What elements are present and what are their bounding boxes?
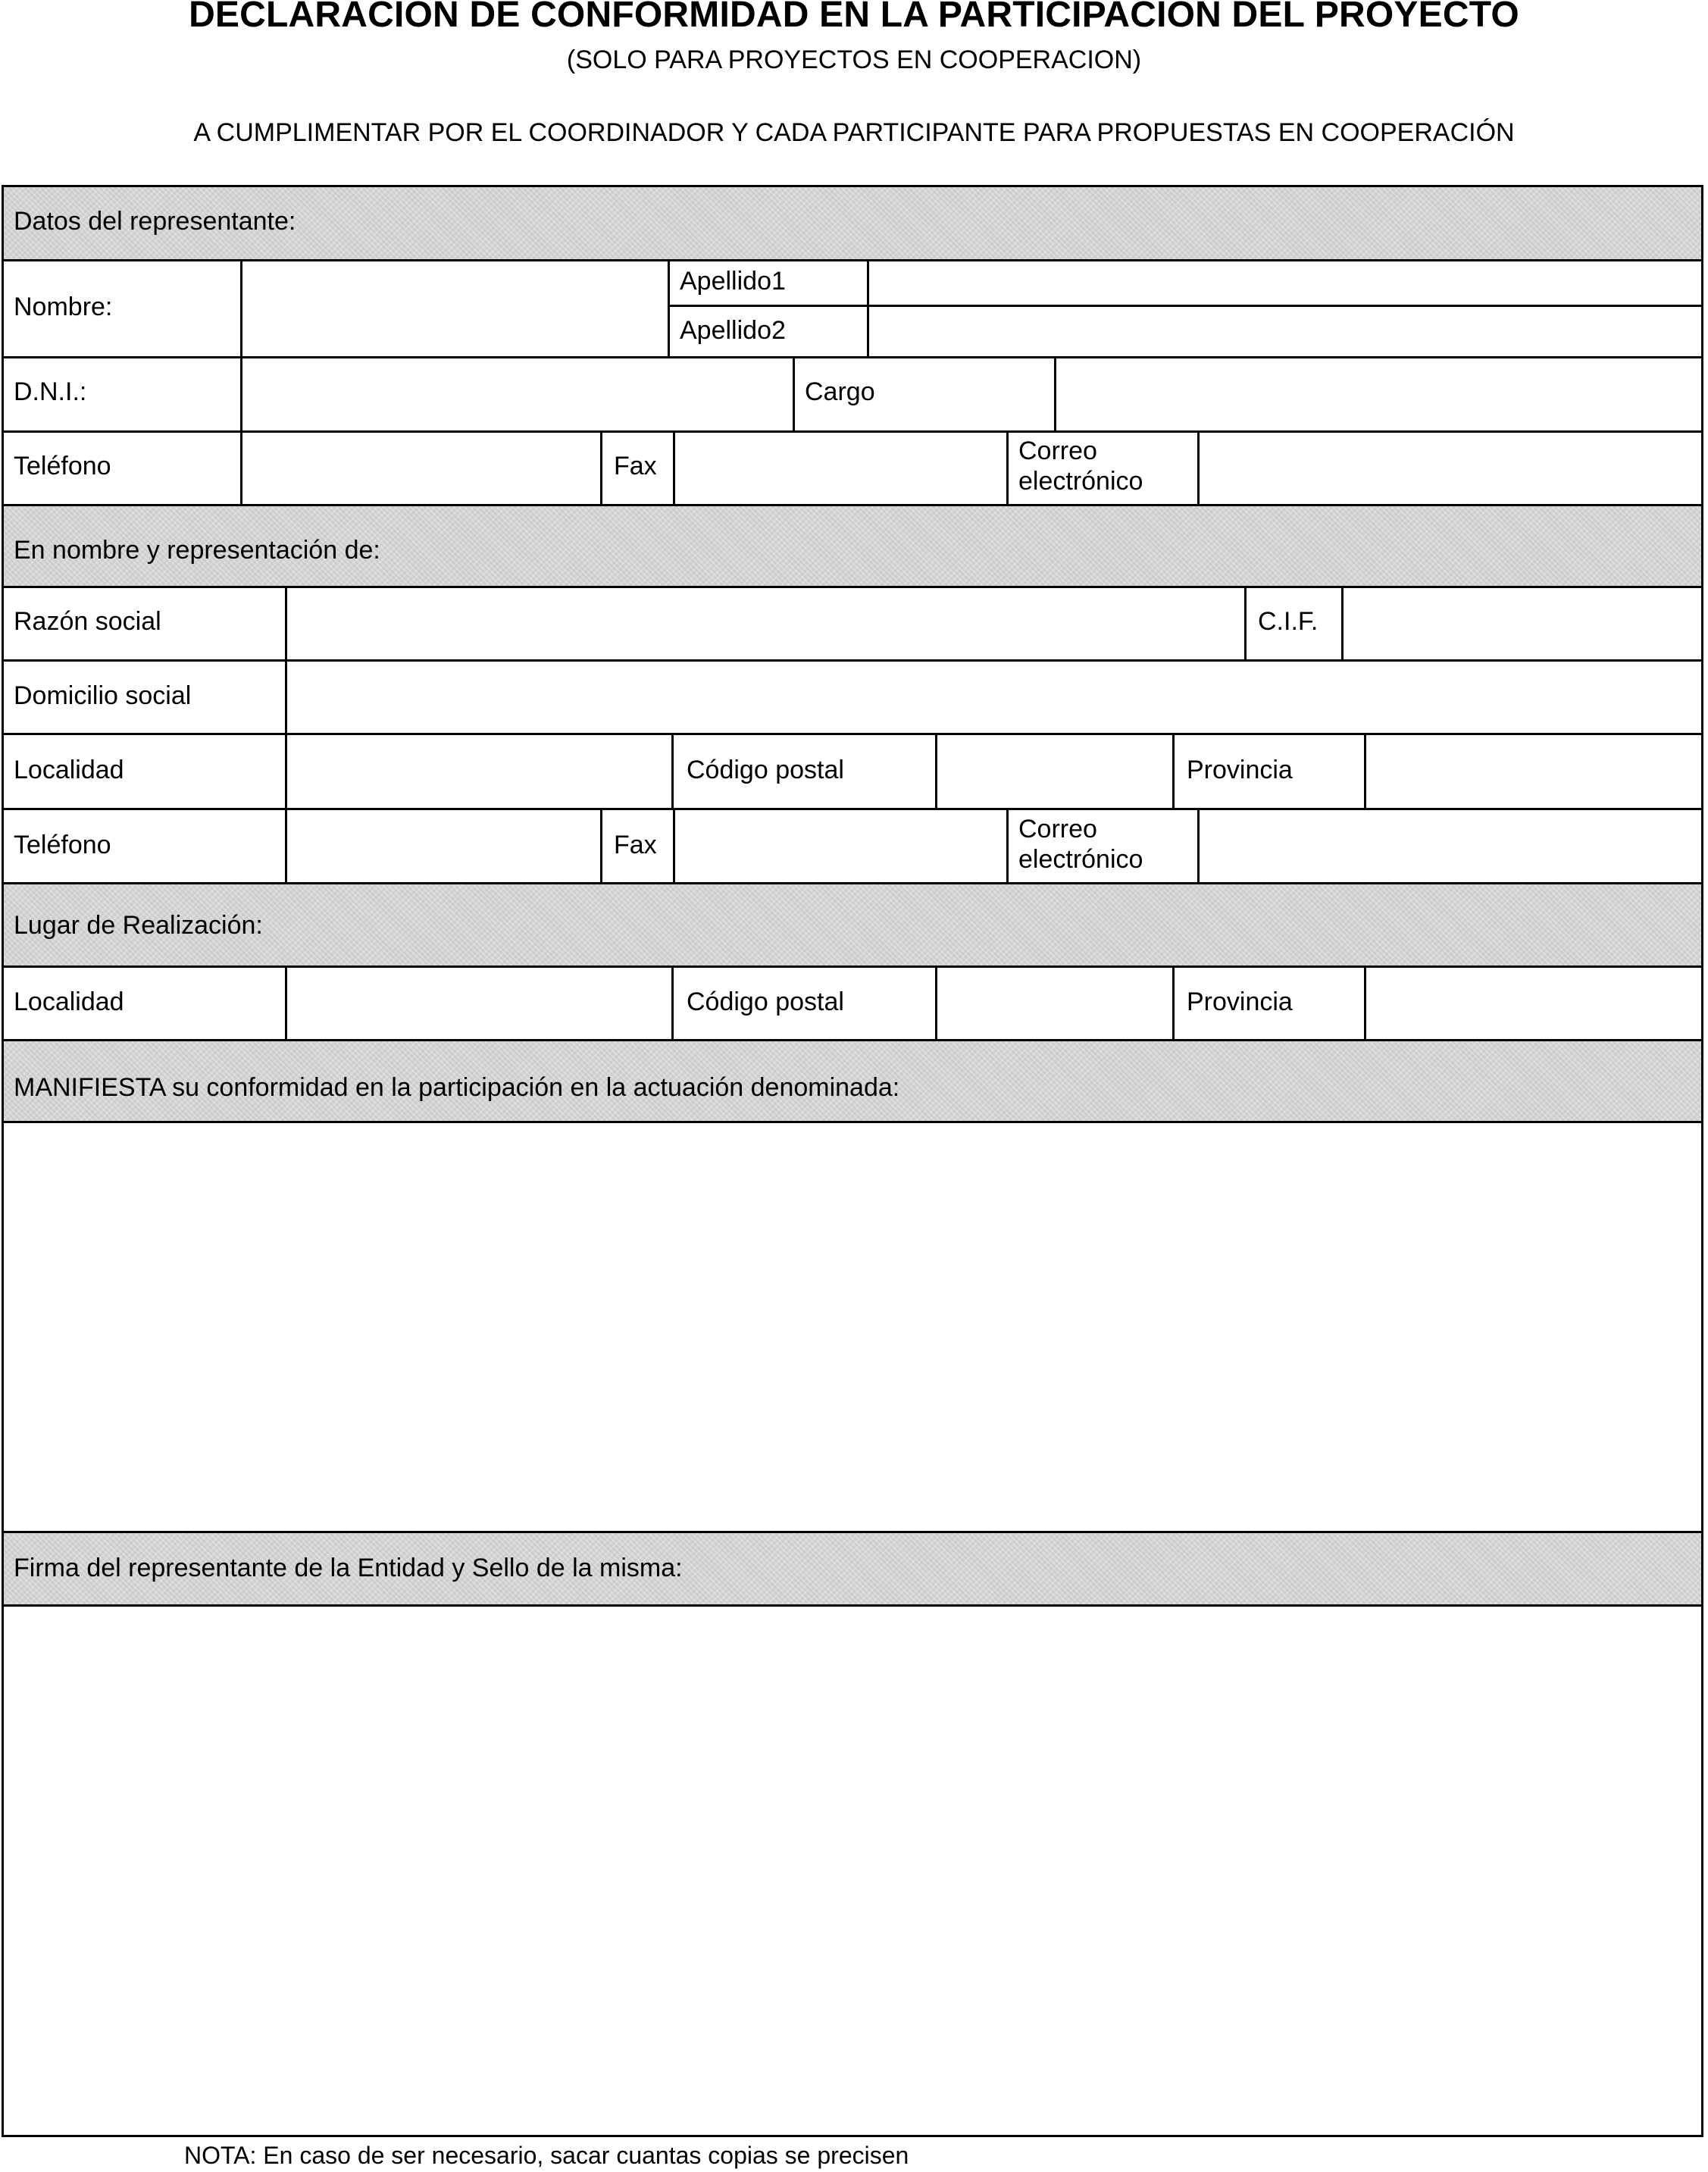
rule	[600, 430, 602, 504]
entidad-telefono-label: Teléfono	[14, 831, 111, 859]
rule	[1172, 966, 1175, 1039]
lugar-provincia-label: Provincia	[1187, 987, 1293, 1016]
entidad-correo-label-line2: electrónico	[1018, 845, 1143, 874]
section-title-firma: Firma del representante de la Entidad y Sello de la misma:	[14, 1554, 683, 1582]
rule	[2, 504, 1703, 506]
lugar-provincia-field[interactable]	[1366, 968, 1701, 1039]
cif-field[interactable]	[1344, 588, 1701, 659]
entidad-correo-label-line1: Correo	[1018, 815, 1097, 843]
fax-field[interactable]	[675, 433, 1006, 504]
section-title-manifiesta: MANIFIESTA su conformidad en la participación en la actuación denominada:	[14, 1073, 900, 1102]
form-subtitle: (SOLO PARA PROYECTOS EN COOPERACION)	[566, 45, 1142, 74]
rule	[2, 1531, 1703, 1533]
entidad-correo-label	[1018, 814, 1143, 875]
rule	[668, 259, 670, 356]
lugar-localidad-label: Localidad	[14, 987, 124, 1016]
lugar-codigo-postal-label: Código postal	[687, 987, 844, 1016]
rule	[600, 808, 602, 882]
entidad-telefono-field[interactable]	[287, 810, 600, 882]
fax-label: Fax	[614, 452, 657, 480]
telefono-label: Teléfono	[14, 452, 111, 480]
footer-note: NOTA: En caso de ser necesario, sacar cuantas copias se precisen	[184, 2142, 909, 2169]
telefono-field[interactable]	[242, 433, 600, 504]
cargo-label: Cargo	[805, 377, 875, 406]
apellido2-label: Apellido2	[680, 316, 786, 345]
section-title-entidad: En nombre y representación de:	[14, 536, 380, 565]
rule	[1006, 430, 1009, 504]
correo-label-line2: electrónico	[1018, 467, 1143, 496]
nombre-field[interactable]	[242, 261, 668, 356]
rule	[1172, 733, 1175, 808]
localidad-field[interactable]	[287, 735, 671, 808]
apellido2-field[interactable]	[869, 307, 1701, 356]
rule	[2, 1039, 1703, 1041]
domicilio-label: Domicilio social	[14, 681, 192, 710]
razon-social-field[interactable]	[287, 588, 1244, 659]
codigo-postal-label: Código postal	[687, 756, 844, 784]
rule	[2, 882, 1703, 884]
apellido1-field[interactable]	[869, 261, 1701, 305]
lugar-codigo-postal-field[interactable]	[937, 968, 1172, 1039]
razon-social-label: Razón social	[14, 607, 161, 636]
actuacion-denominada-field[interactable]	[4, 1123, 1701, 1531]
cif-label: C.I.F.	[1258, 607, 1319, 636]
entidad-fax-field[interactable]	[675, 810, 1006, 882]
domicilio-field[interactable]	[287, 662, 1701, 733]
rule	[671, 733, 674, 808]
rule	[671, 966, 674, 1039]
section-title-representante: Datos del representante:	[14, 207, 296, 236]
correo-label	[1018, 436, 1143, 496]
form-instruction: A CUMPLIMENTAR POR EL COORDINADOR Y CADA PARTICIPANTE PARA PROPUESTAS EN COOPERACIÓN	[193, 118, 1515, 147]
section-title-lugar: Lugar de Realización:	[14, 911, 263, 940]
codigo-postal-field[interactable]	[937, 735, 1172, 808]
apellido1-label: Apellido1	[680, 267, 786, 296]
dni-label: D.N.I.:	[14, 377, 87, 406]
firma-sello-area[interactable]	[4, 1607, 1701, 2135]
cargo-field[interactable]	[1056, 358, 1701, 430]
provincia-field[interactable]	[1366, 735, 1701, 808]
provincia-label: Provincia	[1187, 756, 1293, 784]
correo-label-line1: Correo	[1018, 437, 1097, 465]
entidad-fax-label: Fax	[614, 831, 657, 859]
rule	[1244, 586, 1247, 659]
rule	[1006, 808, 1009, 882]
dni-field[interactable]	[242, 358, 793, 430]
correo-field[interactable]	[1200, 433, 1701, 504]
rule	[793, 356, 795, 430]
localidad-label: Localidad	[14, 756, 124, 784]
form-title: DECLARACION DE CONFORMIDAD EN LA PARTICIPACION DEL PROYECTO	[189, 0, 1519, 35]
nombre-label: Nombre:	[14, 293, 113, 321]
lugar-localidad-field[interactable]	[287, 968, 671, 1039]
entidad-correo-field[interactable]	[1200, 810, 1701, 882]
